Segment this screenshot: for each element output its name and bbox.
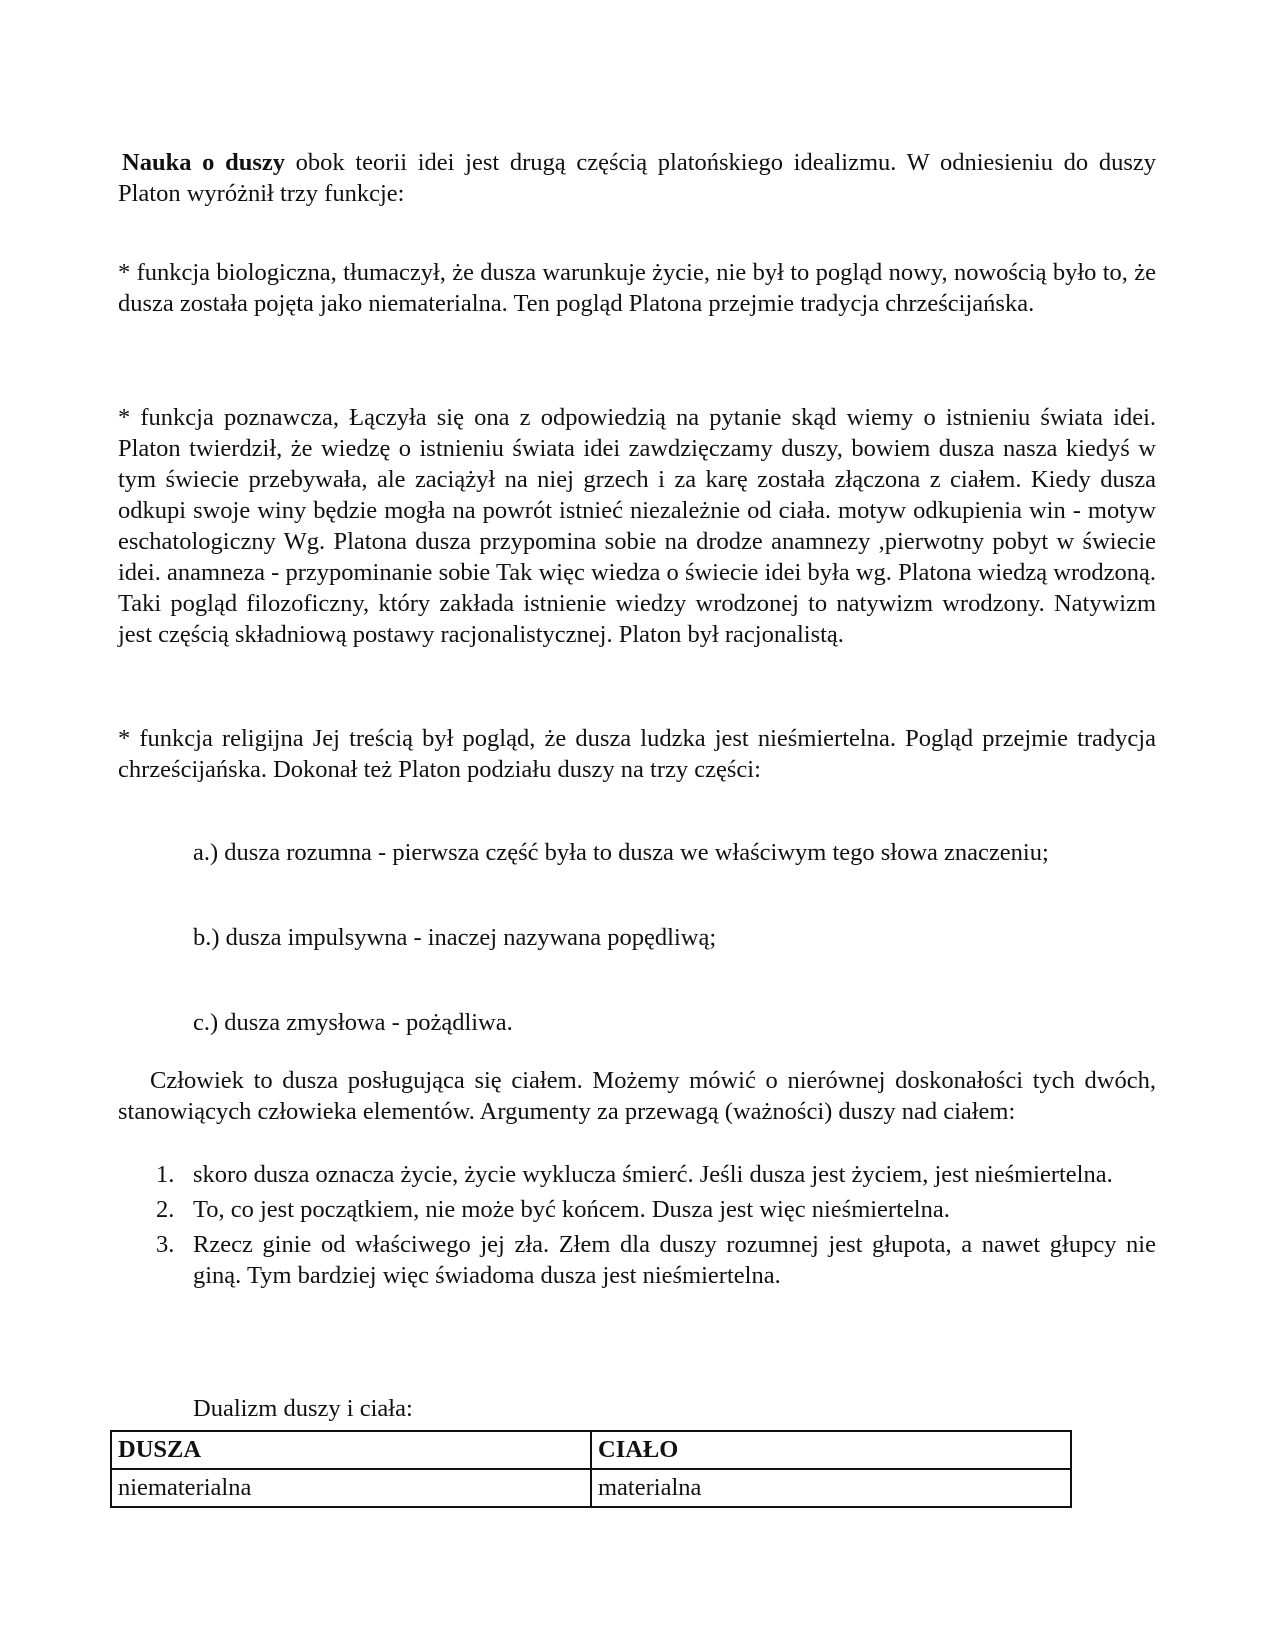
soul-part-impulsive: b.) dusza impulsywna - inaczej nazywana popędliwą; — [193, 924, 717, 951]
arguments-list — [118, 1159, 1156, 1291]
intro-paragraph — [118, 147, 1156, 209]
argument-item — [118, 1159, 1156, 1190]
argument-item — [118, 1229, 1156, 1291]
argument-number: 2. — [156, 1196, 175, 1223]
table-header-body: CIAŁO — [591, 1431, 1071, 1469]
argument-number: 1. — [156, 1161, 175, 1188]
function-cognitive: * funkcja poznawcza, Łączyła się ona z odpowiedzią na pytanie skąd wiemy o istnieniu świata idei. Platon twierdził, że wiedzę o istnieniu świata idei zawdzięczamy duszy, bowiem dusza nasza kiedyś w tym świecie przebywała, ale zaciążył na niej grzech i za karę została złączona z ciałem. Kiedy dusza odkupi swoje winy będzie mogła na powrót istnieć niezależnie od ciała. motyw odkupienia win - motyw eschatologiczny Wg. Platona dusza przypomina sobie na drodze anamnezy ,pierwotny pobyt w świecie idei. anamneza - przypominanie sobie Tak więc wiedza o świecie idei była wg. Platona wiedzą wrodzoną. Taki pogląd filozoficzny, który zakłada istnienie wiedzy wrodzonej to natywizm wrodzony. Natywizm jest częścią składniową postawy racjonalistycznej. Platon był racjonalistą. — [118, 404, 1156, 648]
table-cell: materialna — [591, 1469, 1071, 1507]
function-biological: * funkcja biologiczna, tłumaczył, że dusza warunkuje życie, nie był to pogląd nowy, nowością było to, że dusza została pojęta jako niematerialna. Ten pogląd Platona przejmie tradycja chrześcijańska. — [118, 259, 1156, 317]
man-paragraph: Człowiek to dusza posługująca się ciałem. Możemy mówić o nierównej doskonałości tych dwóch, stanowiących człowieka elementów. Argumenty za przewagą (ważności) duszy nad ciałem: — [118, 1067, 1156, 1125]
argument-item — [118, 1194, 1156, 1225]
dualism-caption: Dualizm duszy i ciała: — [193, 1395, 413, 1422]
soul-part-rational: a.) dusza rozumna - pierwsza część była to dusza we właściwym tego słowa znaczeniu; — [193, 839, 1049, 866]
table-cell: niematerialna — [111, 1469, 591, 1507]
argument-text: Rzecz ginie od właściwego jej zła. Złem dla duszy rozumnej jest głupota, a nawet głupcy nie giną. Tym bardziej więc świadoma dusza jest nieśmiertelna. — [193, 1231, 1156, 1289]
intro-bold-term: Nauka o duszy — [122, 149, 285, 176]
argument-text: skoro dusza oznacza życie, życie wyklucza śmierć. Jeśli dusza jest życiem, jest nieśmiertelna. — [193, 1161, 1113, 1188]
dualism-table — [110, 1430, 1072, 1508]
intro-text: obok teorii idei jest drugą częścią platońskiego idealizmu. W odniesieniu do duszy Platon wyróżnił trzy funkcje: — [118, 149, 1156, 207]
function-religious: * funkcja religijna Jej treścią był pogląd, że dusza ludzka jest nieśmiertelna. Pogląd przejmie tradycja chrześcijańska. Dokonał też Platon podziału duszy na trzy części: — [118, 725, 1156, 783]
table-header-row — [111, 1431, 1071, 1469]
argument-text: To, co jest początkiem, nie może być końcem. Dusza jest więc nieśmiertelna. — [193, 1196, 950, 1223]
soul-part-sensual: c.) dusza zmysłowa - pożądliwa. — [193, 1009, 513, 1036]
table-header-soul: DUSZA — [111, 1431, 591, 1469]
argument-number: 3. — [156, 1231, 175, 1258]
table-row — [111, 1469, 1071, 1507]
